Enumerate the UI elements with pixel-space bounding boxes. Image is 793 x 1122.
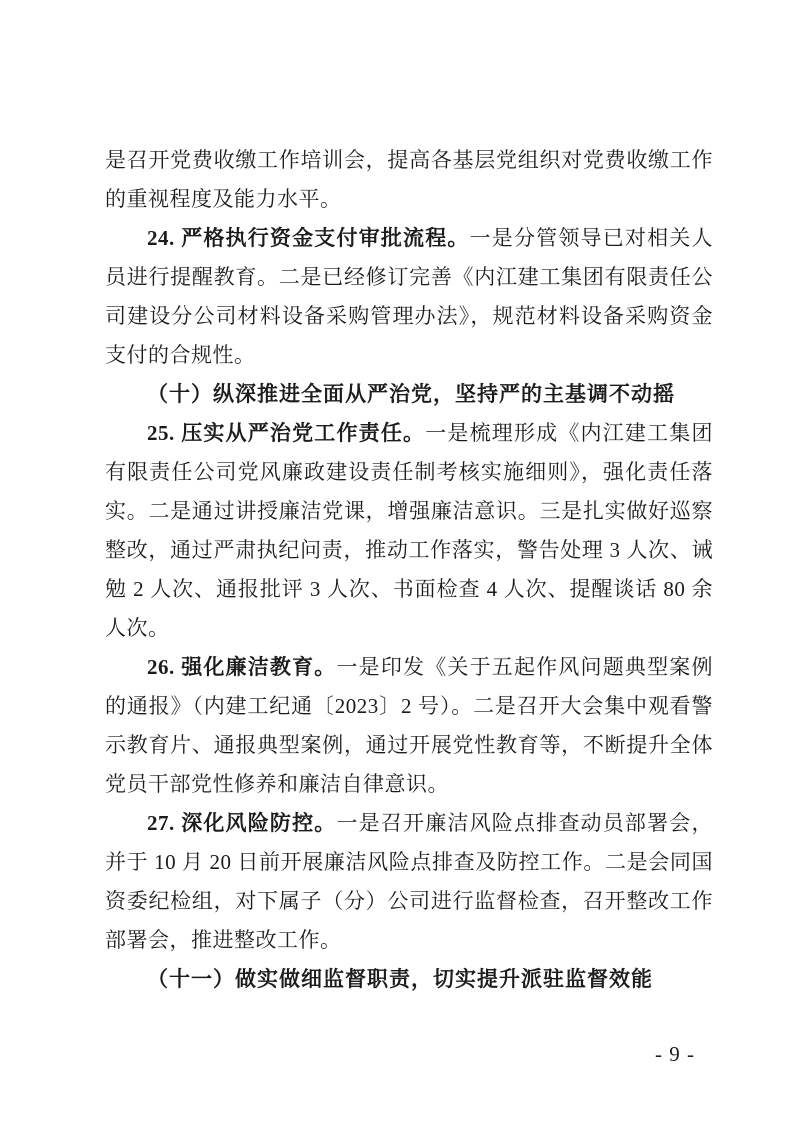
document-body	[105, 141, 713, 999]
paragraph-24	[105, 219, 713, 375]
section-heading-10-text: （十）纵深推进全面从严治党，坚持严的主基调不动摇	[147, 382, 675, 406]
paragraph-text: 是召开党费收缴工作培训会，提高各基层党组织对党费收缴工作的重视程度及能力水平。	[105, 148, 713, 211]
paragraph-27-text: 一是召开廉洁风险点排查动员部署会，并于 10 月 20 日前开展廉洁风险点排查及防控工作。二是会同国资委纪检组，对下属子（分）公司进行监督检查，召开整改工作部署会，推进整改工作。	[105, 811, 713, 952]
paragraph-27-lead: 27. 深化风险防控。	[147, 811, 337, 835]
paragraph-25-lead: 25. 压实从严治党工作责任。	[147, 421, 426, 445]
paragraph-26	[105, 648, 713, 804]
paragraph-24-text: 一是分管领导已对相关人员进行提醒教育。二是已经修订完善《内江建工集团有限责任公司建设分公司材料设备采购管理办法》，规范材料设备采购资金支付的合规性。	[105, 226, 713, 367]
paragraph-26-text: 一是印发《关于五起作风问题典型案例的通报》（内建工纪通〔2023〕2 号）。二是召开大会集中观看警示教育片、通报典型案例，通过开展党性教育等，不断提升全体党员干部党性修养和廉洁自律意识。	[105, 655, 713, 796]
section-heading-11	[105, 960, 713, 999]
paragraph-continuation	[105, 141, 713, 219]
paragraph-24-lead: 24. 严格执行资金支付审批流程。	[147, 226, 470, 250]
paragraph-25	[105, 414, 713, 648]
section-heading-10	[105, 375, 713, 414]
paragraph-26-lead: 26. 强化廉洁教育。	[147, 655, 337, 679]
section-heading-11-text: （十一）做实做细监督职责，切实提升派驻监督效能	[147, 967, 653, 991]
page-number: - 9 -	[655, 1042, 695, 1066]
paragraph-25-text: 一是梳理形成《内江建工集团有限责任公司党风廉政建设责任制考核实施细则》，强化责任落实。二是通过讲授廉洁党课，增强廉洁意识。三是扎实做好巡察整改，通过严肃执纪问责，推动工作落实，警告处理 3 人次、诫勉 2 人次、通报批评 3 人次、书面检查 4 人次、提醒谈话 80 余人次。	[105, 421, 713, 640]
paragraph-27	[105, 804, 713, 960]
